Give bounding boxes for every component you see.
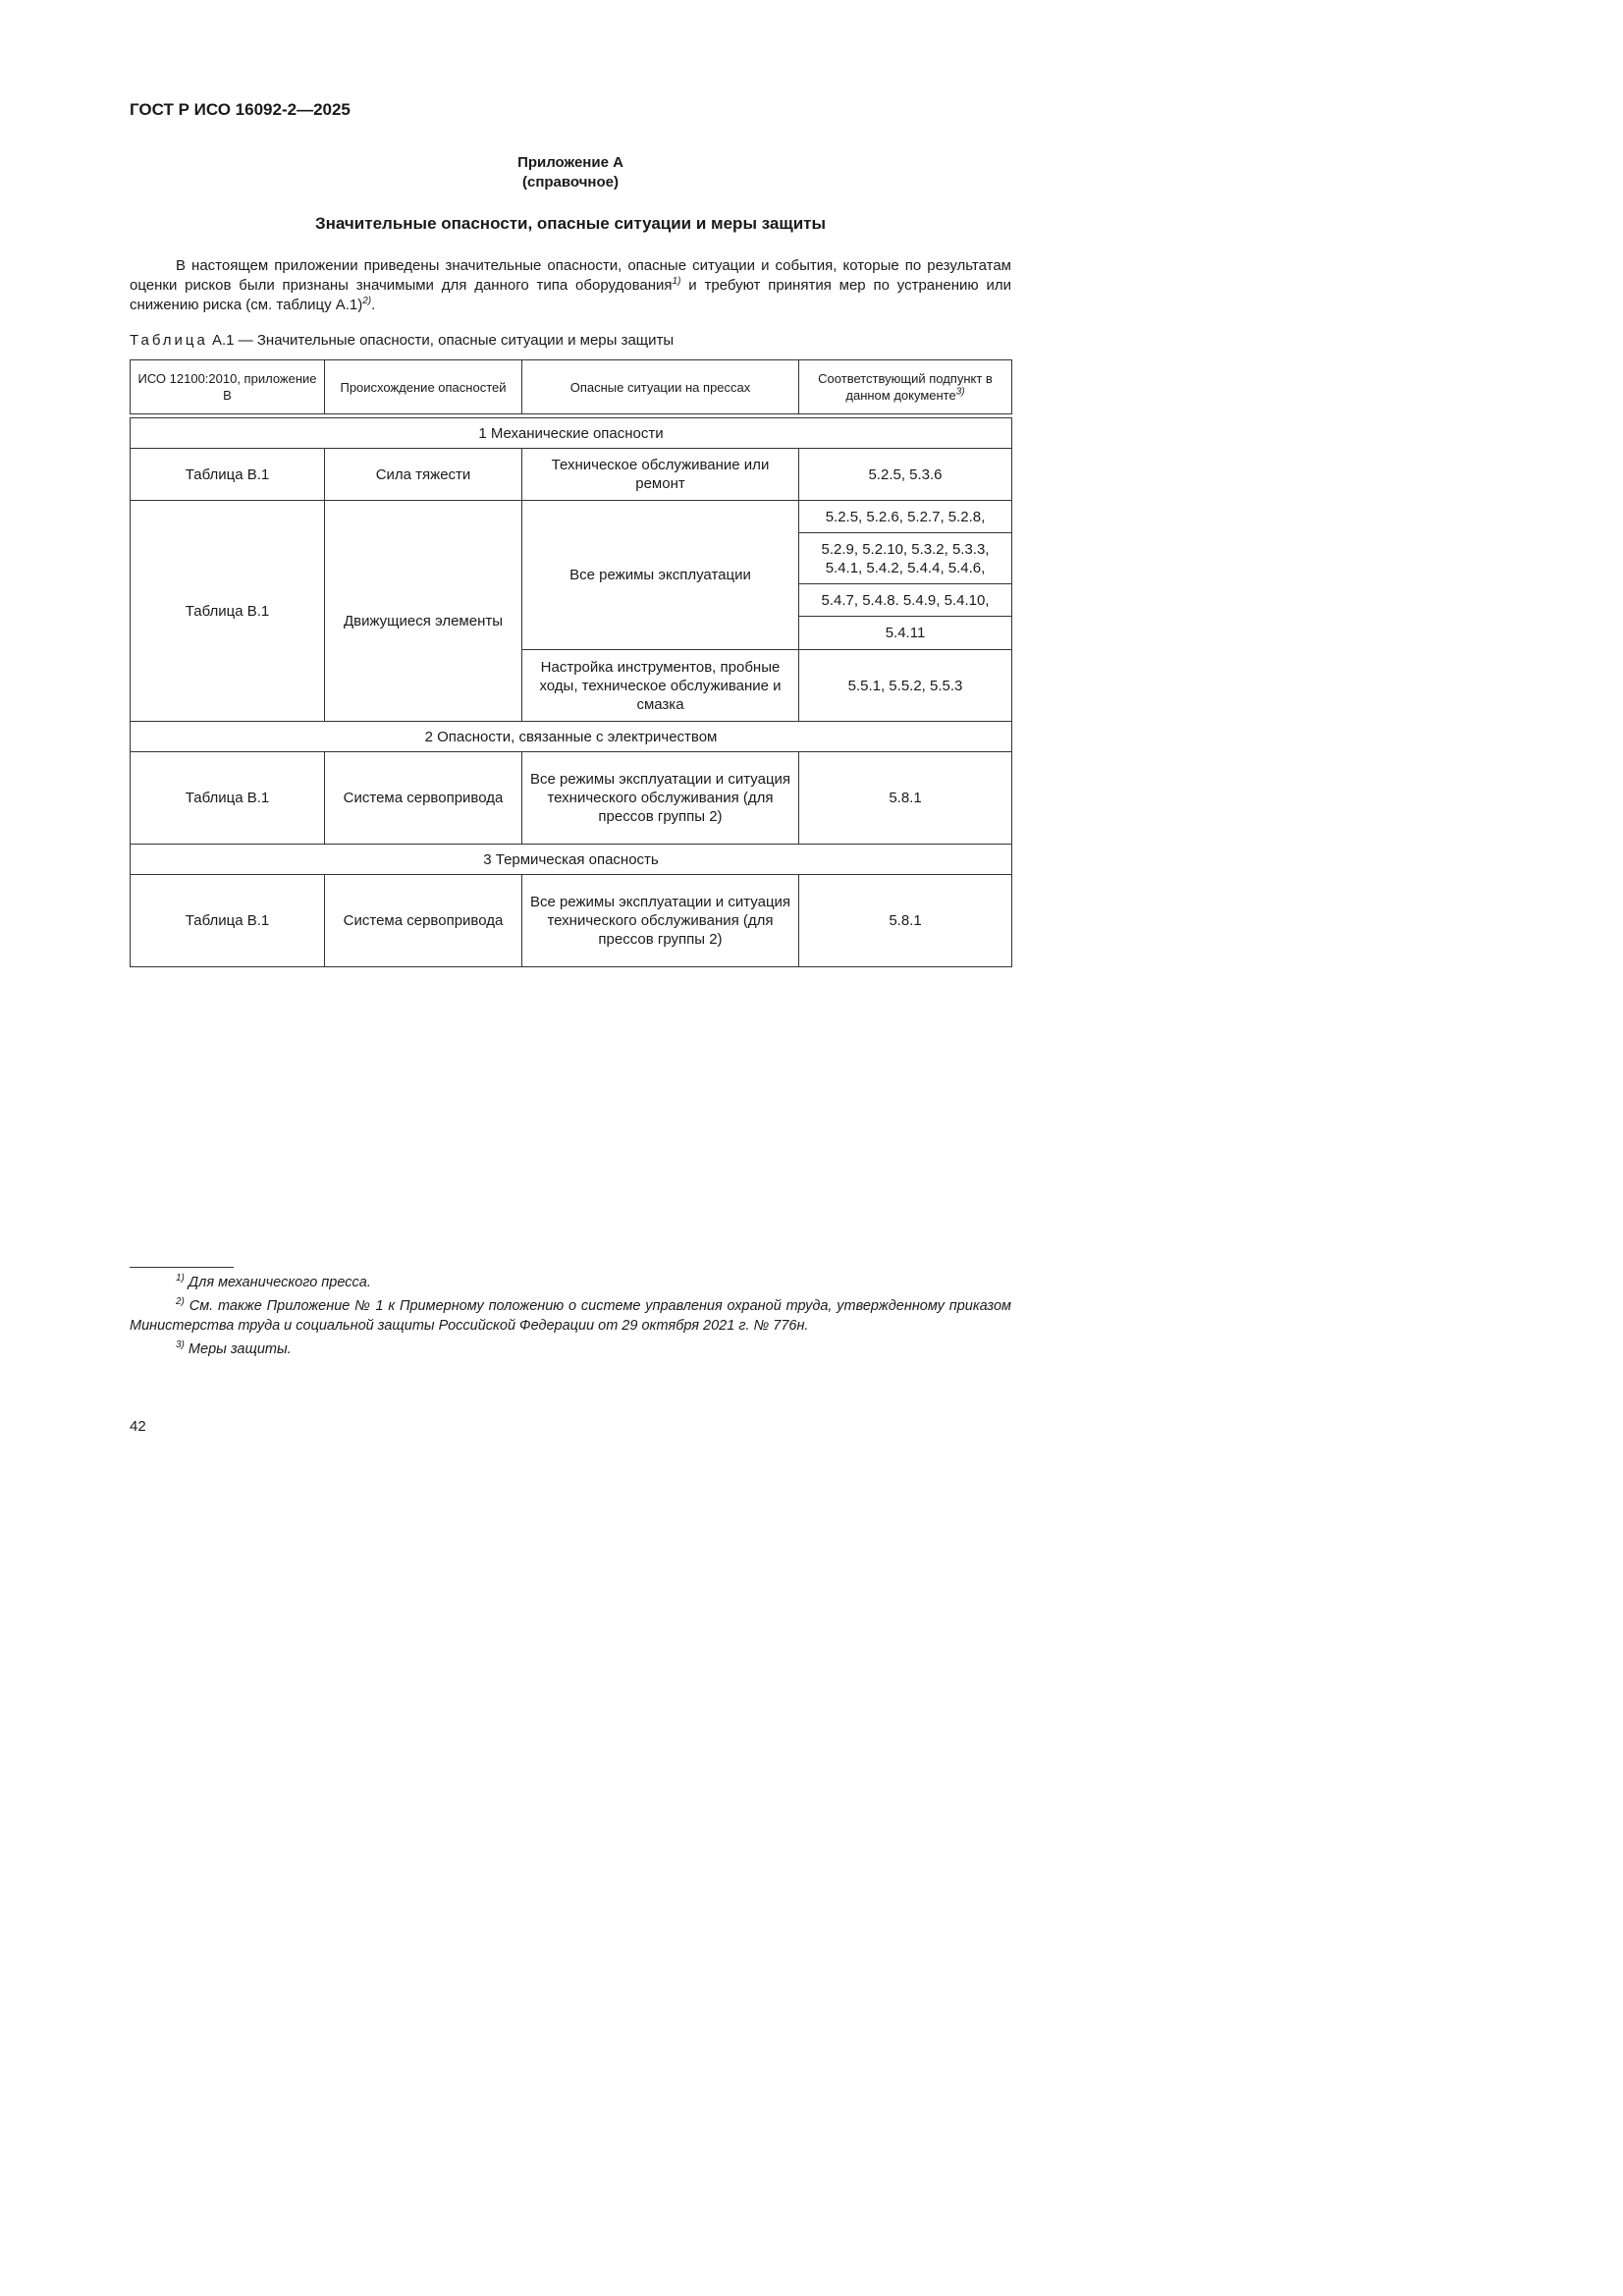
table-row bbox=[131, 752, 1012, 845]
cell-clauses: 5.4.7, 5.4.8. 5.4.9, 5.4.10, bbox=[799, 584, 1012, 617]
cell-origin: Сила тяжести bbox=[325, 449, 522, 501]
cell-situation: Все режимы эксплуатации и ситуация технического обслуживания (для прессов группы 2) bbox=[522, 875, 799, 967]
footnote-text: Для механического пресса. bbox=[184, 1275, 371, 1290]
footnote-ref-3: 3) bbox=[955, 386, 965, 398]
cell-origin: Система сервопривода bbox=[325, 875, 522, 967]
table-header-row bbox=[131, 360, 1012, 414]
cell-situation: Все режимы эксплуатации bbox=[522, 501, 799, 650]
section-row-electrical bbox=[131, 722, 1012, 752]
footnote-divider bbox=[130, 1267, 234, 1268]
cell-iso-ref: Таблица В.1 bbox=[131, 875, 325, 967]
footnote-1 bbox=[130, 1273, 1011, 1292]
cell-clauses: 5.2.5, 5.2.6, 5.2.7, 5.2.8, bbox=[799, 501, 1012, 533]
header-clause bbox=[799, 360, 1012, 414]
footnote-text: Меры защиты. bbox=[184, 1341, 292, 1357]
section-row-thermal bbox=[131, 845, 1012, 875]
table-caption-label: Таблица bbox=[130, 332, 208, 349]
table-caption-text: А.1 — Значительные опасности, опасные ситуации и меры защиты bbox=[207, 332, 675, 349]
cell-origin: Система сервопривода bbox=[325, 752, 522, 845]
section-title: 1 Механические опасности bbox=[131, 418, 1012, 449]
section-row-mechanical bbox=[131, 418, 1012, 449]
cell-clauses: 5.2.5, 5.3.6 bbox=[799, 449, 1012, 501]
cell-situation: Все режимы эксплуатации и ситуация технического обслуживания (для прессов группы 2) bbox=[522, 752, 799, 845]
footnote-2 bbox=[130, 1296, 1011, 1336]
intro-paragraph bbox=[130, 256, 1011, 315]
annex-title: Приложение А bbox=[517, 154, 623, 171]
cell-clauses: 5.5.1, 5.5.2, 5.5.3 bbox=[799, 650, 1012, 722]
cell-situation: Настройка инструментов, пробные ходы, техническое обслуживание и смазка bbox=[522, 650, 799, 722]
section-title: 3 Термическая опасность bbox=[131, 845, 1012, 875]
intro-text-3: . bbox=[371, 297, 376, 313]
hazards-table bbox=[130, 359, 1012, 967]
footnote-mark: 1) bbox=[176, 1273, 185, 1285]
cell-clauses: 5.2.9, 5.2.10, 5.3.2, 5.3.3, 5.4.1, 5.4.2, 5.4.4, 5.4.6, bbox=[799, 533, 1012, 584]
section-title: 2 Опасности, связанные с электричеством bbox=[131, 722, 1012, 752]
footnote-mark: 3) bbox=[176, 1339, 185, 1351]
cell-origin: Движущиеся элементы bbox=[325, 501, 522, 722]
footnotes bbox=[130, 1267, 1011, 1363]
cell-clauses: 5.8.1 bbox=[799, 875, 1012, 967]
header-situations: Опасные ситуации на прессах bbox=[522, 360, 799, 414]
header-clause-label: Соответствующий подпункт в данном документе bbox=[818, 371, 993, 403]
cell-iso-ref: Таблица В.1 bbox=[131, 449, 325, 501]
page-number: 42 bbox=[130, 1418, 146, 1435]
footnote-text: См. также Приложение № 1 к Примерному положению о системе управления охраной труда, утвержденному приказом Министерства труда и социальной защиты Российской Федерации от 29 октября 2021 г. № 776н. bbox=[130, 1298, 1011, 1334]
footnote-mark: 2) bbox=[176, 1296, 185, 1308]
table-row bbox=[131, 449, 1012, 501]
table-row bbox=[131, 501, 1012, 533]
annex-subtitle: (справочное) bbox=[522, 174, 619, 191]
cell-iso-ref: Таблица В.1 bbox=[131, 752, 325, 845]
cell-situation: Техническое обслуживание или ремонт bbox=[522, 449, 799, 501]
intro-text-2: и требуют принятия мер по устранению или снижению риска (см. таблицу А.1) bbox=[130, 277, 1012, 313]
cell-iso-ref: Таблица В.1 bbox=[131, 501, 325, 722]
cell-clauses: 5.8.1 bbox=[799, 752, 1012, 845]
document-code: ГОСТ Р ИСО 16092-2—2025 bbox=[130, 100, 351, 119]
intro-text-1: В настоящем приложении приведены значительные опасности, опасные ситуации и события, которые по результатам оценки рисков были признаны значимыми для данного типа оборудования bbox=[130, 257, 1011, 294]
footnote-ref-1: 1) bbox=[672, 276, 681, 287]
table-caption bbox=[130, 332, 674, 349]
table-row bbox=[131, 875, 1012, 967]
header-origin: Происхождение опасностей bbox=[325, 360, 522, 414]
annex-heading: Значительные опасности, опасные ситуации и меры защиты bbox=[314, 214, 827, 233]
footnote-3 bbox=[130, 1339, 1011, 1359]
cell-clauses: 5.4.11 bbox=[799, 617, 1012, 650]
footnote-ref-2: 2) bbox=[362, 296, 372, 306]
header-iso: ИСО 12100:2010, приложение В bbox=[131, 360, 325, 414]
